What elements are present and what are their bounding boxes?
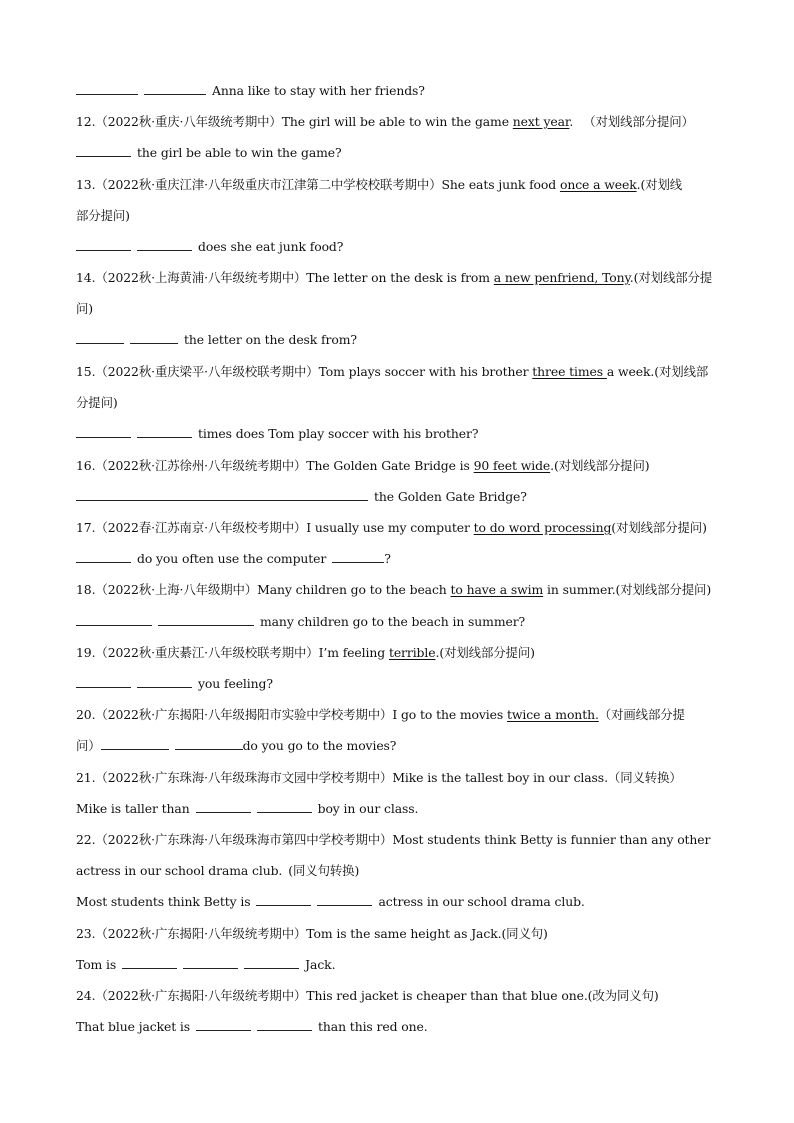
underlined-phrase: once a week (559, 177, 637, 192)
underlined-phrase: twice a month. (507, 707, 599, 722)
question-text-end: in summer. (543, 582, 616, 597)
answer-text: do you go to the movies? (242, 738, 397, 753)
answer-blank[interactable] (137, 426, 192, 438)
question-text-end: a week. (606, 364, 655, 379)
question-number: 17. (76, 520, 96, 535)
question-15 (76, 364, 724, 380)
question-number: 24. (76, 988, 96, 1003)
question-number: 18. (76, 582, 96, 597)
question-text-end: . (629, 270, 634, 285)
question-instruction: (对划线部分提问) (611, 520, 707, 535)
question-source: （2022秋·广东揭阳·八年级统考期中） (95, 988, 307, 1003)
question-source: （2022秋·上海黄浦·八年级统考期中） (95, 270, 307, 285)
underlined-phrase: three times (532, 364, 607, 379)
question-instruction: (对划线部分提问) (554, 458, 650, 473)
answer-text: Anna like to stay with her friends? (212, 83, 425, 98)
answer-blank[interactable] (257, 1019, 312, 1031)
underlined-phrase: to do word processing (473, 520, 612, 535)
question-13-cont (76, 208, 724, 224)
question-text: Mike is the tallest boy in our class. (392, 770, 608, 785)
question-instruction: (同义句) (501, 926, 548, 941)
answer-line-16 (76, 489, 724, 505)
question-instruction: (对划线 (640, 177, 683, 192)
question-source: （2022秋·广东珠海·八年级珠海市文园中学校考期中） (95, 770, 393, 785)
answer-blank[interactable] (101, 738, 169, 750)
answer-blank[interactable] (76, 676, 131, 688)
question-text-end: . (435, 645, 440, 660)
answer-blank[interactable] (158, 614, 254, 626)
question-instruction: (同义句转换) (288, 863, 360, 878)
answer-text: That blue jacket is (76, 1019, 191, 1034)
question-source: （2022春·江苏南京·八年级校考期中） (95, 520, 307, 535)
answer-line-20 (76, 738, 724, 754)
question-instruction: （对画线部分提 (598, 707, 685, 722)
answer-line-11 (76, 83, 724, 99)
answer-blank[interactable] (196, 801, 251, 813)
answer-text: you feeling? (198, 676, 273, 691)
answer-text: do you often use the computer (137, 551, 327, 566)
answer-line-19 (76, 676, 724, 692)
answer-blank[interactable] (257, 801, 312, 813)
question-number: 13. (76, 177, 96, 192)
question-14 (76, 270, 724, 286)
question-text: This red jacket is cheaper than that blue one. (306, 988, 588, 1003)
question-text: Tom is the same height as Jack. (306, 926, 502, 941)
question-20 (76, 707, 724, 723)
question-instruction: 问） (76, 738, 101, 753)
question-number: 14. (76, 270, 96, 285)
question-text: The letter on the desk is from (306, 270, 494, 285)
question-source: （2022秋·广东珠海·八年级珠海市第四中学校考期中） (95, 832, 393, 847)
question-text: I’m feeling (318, 645, 389, 660)
answer-text: the Golden Gate Bridge? (374, 489, 527, 504)
question-text: The girl will be able to win the game (281, 114, 513, 129)
answer-blank[interactable] (76, 145, 131, 157)
question-number: 16. (76, 458, 96, 473)
answer-text: than this red one. (318, 1019, 428, 1034)
answer-text: Tom is (76, 957, 117, 972)
answer-line-17 (76, 551, 724, 567)
question-text-end: . (550, 458, 554, 473)
answer-blank[interactable] (76, 332, 124, 344)
question-21 (76, 770, 724, 786)
answer-blank[interactable] (183, 957, 238, 969)
question-source: （2022秋·上海·八年级期中） (95, 582, 258, 597)
question-text: Tom plays soccer with his brother (318, 364, 533, 379)
question-number: 12. (76, 114, 96, 129)
answer-blank[interactable] (137, 676, 192, 688)
question-19 (76, 645, 724, 661)
question-instruction: （同义转换） (607, 770, 682, 785)
question-24 (76, 988, 724, 1004)
question-14-cont (76, 301, 724, 317)
answer-text: actress in our school drama club. (378, 894, 585, 909)
question-12 (76, 114, 724, 130)
question-17 (76, 520, 724, 536)
answer-blank[interactable] (122, 957, 177, 969)
question-number: 22. (76, 832, 96, 847)
question-number: 15. (76, 364, 96, 379)
answer-blank[interactable] (175, 738, 243, 750)
question-text: Most students think Betty is funnier than any other (392, 832, 711, 847)
question-source: （2022秋·重庆江津·八年级重庆市江津第二中学校校联考期中） (95, 177, 442, 192)
answer-blank[interactable] (144, 83, 206, 95)
underlined-phrase: next year (512, 114, 570, 129)
question-text: Many children go to the beach (257, 582, 451, 597)
answer-blank[interactable] (76, 239, 131, 251)
answer-text: the letter on the desk from? (184, 332, 357, 347)
answer-blank[interactable] (76, 489, 368, 501)
question-text: actress in our school drama club. (76, 863, 283, 878)
answer-line-13 (76, 239, 724, 255)
question-16 (76, 458, 724, 474)
question-number: 23. (76, 926, 96, 941)
question-instruction: (对划线部分提问) (439, 645, 535, 660)
question-22 (76, 832, 724, 848)
answer-blank[interactable] (256, 894, 311, 906)
question-source: （2022秋·重庆梁平·八年级校联考期中） (95, 364, 319, 379)
answer-blank[interactable] (317, 894, 372, 906)
question-18 (76, 582, 724, 598)
underlined-phrase: 90 feet wide (473, 458, 551, 473)
question-text: She eats junk food (441, 177, 560, 192)
underlined-phrase: to have a swim (450, 582, 544, 597)
question-number: 21. (76, 770, 96, 785)
question-source: （2022秋·广东揭阳·八年级统考期中） (95, 926, 307, 941)
answer-line-21 (76, 801, 724, 817)
answer-text: boy in our class. (317, 801, 419, 816)
answer-line-24 (76, 1019, 724, 1035)
answer-blank[interactable] (130, 332, 178, 344)
question-instruction: 问) (76, 301, 94, 316)
answer-line-12 (76, 145, 724, 161)
answer-text-end: ? (384, 551, 391, 566)
question-text: I usually use my computer (306, 520, 474, 535)
question-instruction: (改为同义句) (587, 988, 659, 1003)
question-instruction: 部分提问) (76, 208, 130, 223)
answer-line-18 (76, 614, 724, 630)
answer-text: Most students think Betty is (76, 894, 251, 909)
question-instruction: (对划线部分提问) (615, 582, 712, 597)
question-source: （2022秋·江苏徐州·八年级统考期中） (95, 458, 307, 473)
underlined-phrase: a new penfriend, Tony (493, 270, 630, 285)
answer-blank[interactable] (76, 83, 138, 95)
question-13 (76, 177, 724, 193)
question-number: 19. (76, 645, 96, 660)
question-instruction: 分提问) (76, 395, 118, 410)
question-23 (76, 926, 724, 942)
answer-text: does she eat junk food? (198, 239, 344, 254)
answer-line-14 (76, 332, 724, 348)
question-source: （2022秋·重庆綦江·八年级校联考期中） (95, 645, 319, 660)
question-instruction: （对划线部分提问） (583, 114, 694, 129)
answer-blank[interactable] (137, 239, 192, 251)
question-text: The Golden Gate Bridge is (306, 458, 474, 473)
question-instruction: (对划线部 (654, 364, 709, 379)
answer-line-23 (76, 957, 724, 973)
question-source: （2022秋·重庆·八年级统考期中） (95, 114, 282, 129)
answer-blank[interactable] (244, 957, 299, 969)
question-source: （2022秋·广东揭阳·八年级揭阳市实验中学校考期中） (95, 707, 393, 722)
question-text-end: . (569, 114, 574, 129)
answer-line-22 (76, 894, 724, 910)
question-number: 20. (76, 707, 96, 722)
answer-text: many children go to the beach in summer? (260, 614, 526, 629)
answer-text: Jack. (305, 957, 336, 972)
answer-text: Mike is taller than (76, 801, 190, 816)
question-text-end: . (636, 177, 641, 192)
answer-blank[interactable] (196, 1019, 251, 1031)
question-15-cont (76, 395, 724, 411)
answer-line-15 (76, 426, 724, 442)
underlined-phrase: terrible (388, 645, 436, 660)
question-22-cont (76, 863, 724, 879)
question-text: I go to the movies (392, 707, 508, 722)
answer-blank[interactable] (332, 551, 384, 563)
answer-blank[interactable] (76, 551, 131, 563)
answer-text: times does Tom play soccer with his brother? (198, 426, 479, 441)
answer-text: the girl be able to win the game? (137, 145, 342, 160)
answer-blank[interactable] (76, 614, 152, 626)
question-instruction: (对划线部分提 (633, 270, 713, 285)
answer-blank[interactable] (76, 426, 131, 438)
